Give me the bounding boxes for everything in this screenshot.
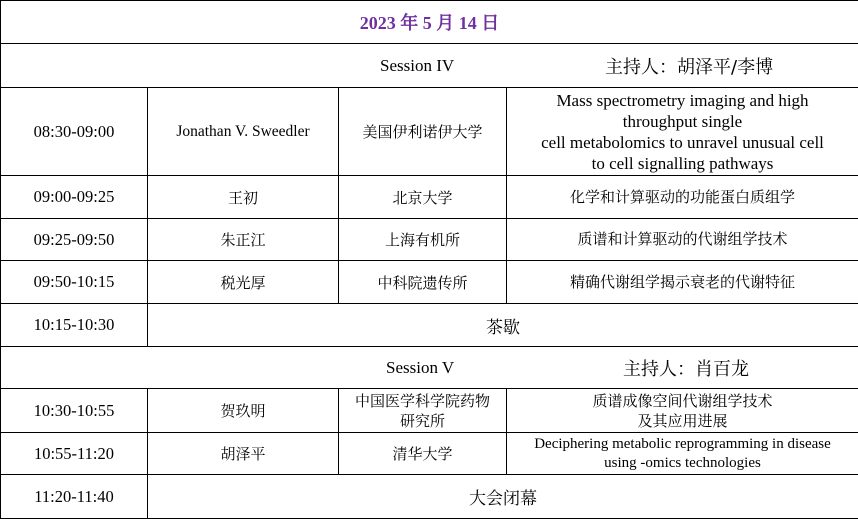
- schedule-date: 2023 年 5 月 14 日: [1, 1, 858, 44]
- talk-time: 09:00-09:25: [1, 176, 148, 219]
- session-name: Session V: [386, 358, 454, 378]
- talk-time: 09:25-09:50: [1, 219, 148, 261]
- talk-affiliation: 上海有机所: [339, 219, 507, 261]
- talk-speaker: 贺玖明: [148, 389, 339, 433]
- talk-affiliation: 中科院遗传所: [339, 261, 507, 304]
- session-header-row: [1, 347, 858, 389]
- talk-title: [507, 88, 858, 176]
- talk-title: 精确代谢组学揭示衰老的代谢特征: [507, 261, 858, 304]
- session-chair: 主持人：胡泽平/李博: [605, 53, 773, 79]
- talk-title-line: throughput single: [509, 111, 856, 132]
- talk-title-line: Deciphering metabolic reprogramming in disease: [509, 435, 856, 454]
- break-time: 10:15-10:30: [1, 304, 148, 347]
- talk-row: [1, 261, 858, 304]
- talk-time: 09:50-10:15: [1, 261, 148, 304]
- talk-speaker: Jonathan V. Sweedler: [148, 88, 339, 176]
- talk-title-line: using -omics technologies: [509, 454, 856, 473]
- talk-title-line: 质谱成像空间代谢组学技术: [509, 391, 856, 411]
- talk-affiliation: 北京大学: [339, 176, 507, 219]
- talk-row: [1, 389, 858, 433]
- talk-affiliation: 美国伊利诺伊大学: [339, 88, 507, 176]
- talk-speaker: 王初: [148, 176, 339, 219]
- talk-speaker: 朱正江: [148, 219, 339, 261]
- talk-title: 化学和计算驱动的功能蛋白质组学: [507, 176, 858, 219]
- break-label: 茶歇: [148, 304, 858, 347]
- talk-title-line: Mass spectrometry imaging and high: [509, 90, 856, 111]
- talk-row: [1, 433, 858, 475]
- talk-affiliation-line: 中国医学科学院药物: [341, 391, 504, 411]
- talk-speaker: 税光厚: [148, 261, 339, 304]
- date-row: [1, 1, 858, 44]
- talk-time: 10:30-10:55: [1, 389, 148, 433]
- talk-time: 10:55-11:20: [1, 433, 148, 475]
- closing-label: 大会闭幕: [148, 475, 858, 519]
- talk-title: 质谱和计算驱动的代谢组学技术: [507, 219, 858, 261]
- talk-affiliation-line: 研究所: [341, 411, 504, 431]
- break-time: 11:20-11:40: [1, 475, 148, 519]
- session-name: Session IV: [380, 56, 454, 76]
- break-row: [1, 475, 858, 519]
- session-header-row: [1, 44, 858, 88]
- talk-row: [1, 219, 858, 261]
- talk-row: [1, 176, 858, 219]
- talk-affiliation: [339, 389, 507, 433]
- talk-time: 08:30-09:00: [1, 88, 148, 176]
- talk-speaker: 胡泽平: [148, 433, 339, 475]
- talk-affiliation: 清华大学: [339, 433, 507, 475]
- session-chair: 主持人：肖百龙: [623, 355, 749, 381]
- talk-row: [1, 88, 858, 176]
- talk-title-line: to cell signalling pathways: [509, 153, 856, 174]
- talk-title: [507, 433, 858, 475]
- talk-title-line: 及其应用进展: [509, 411, 856, 431]
- break-row: [1, 304, 858, 347]
- talk-title-line: cell metabolomics to unravel unusual cell: [509, 132, 856, 153]
- talk-title: [507, 389, 858, 433]
